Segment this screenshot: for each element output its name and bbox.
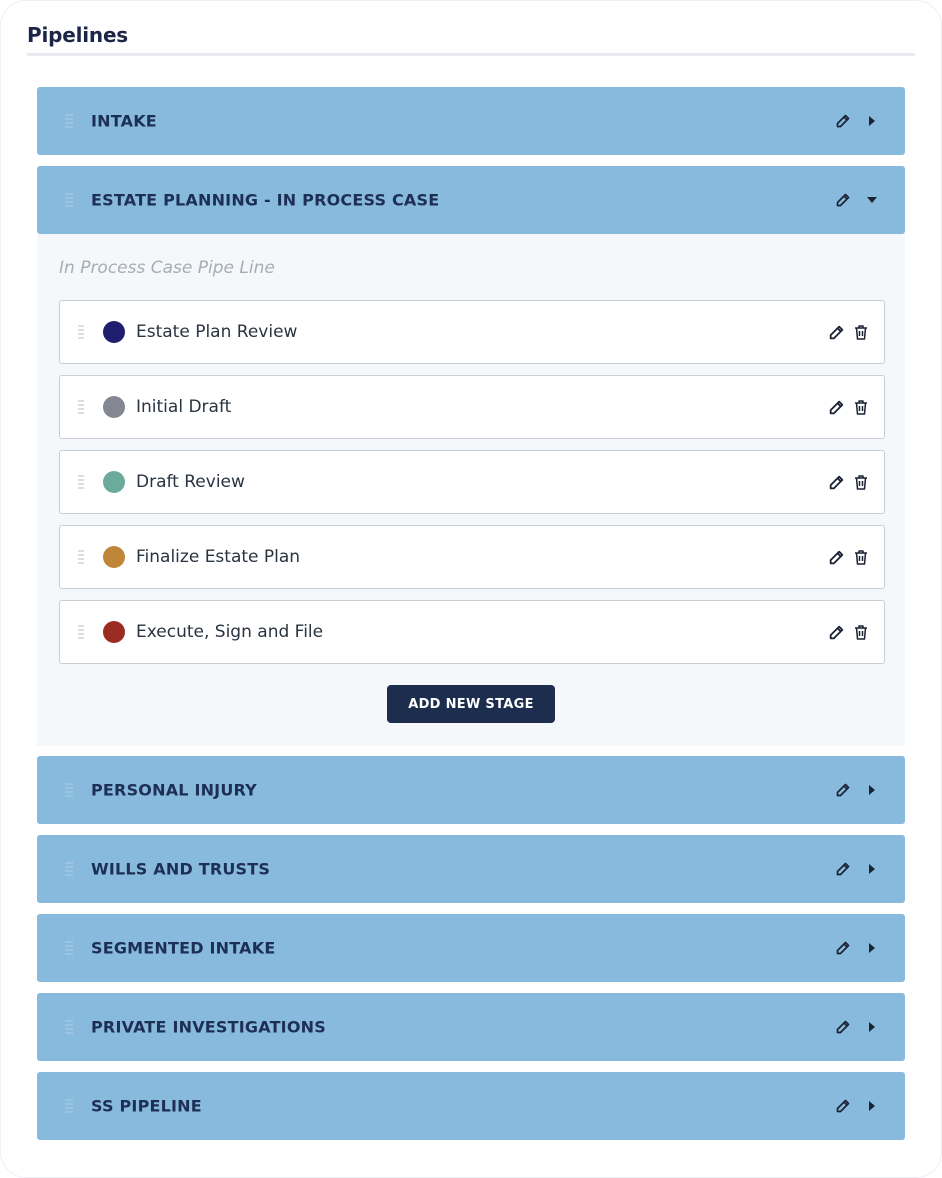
pencil-icon[interactable] [833, 780, 853, 800]
caret-right-icon[interactable] [865, 1099, 879, 1113]
caret-right-icon[interactable] [865, 783, 879, 797]
stage-label: Estate Plan Review [136, 322, 298, 342]
pipeline-label: SS PIPELINE [91, 1096, 202, 1116]
stage-color-dot [103, 321, 125, 343]
stage-label: Initial Draft [136, 397, 232, 417]
drag-handle-icon[interactable] [78, 475, 84, 489]
pipeline-header-segmented-intake[interactable] [37, 914, 905, 982]
page-title: Pipelines [27, 23, 129, 47]
drag-handle-icon[interactable] [78, 550, 84, 564]
stage-row[interactable] [59, 375, 885, 439]
stage-row[interactable] [59, 300, 885, 364]
drag-handle-icon[interactable] [65, 783, 73, 797]
trash-icon[interactable] [851, 622, 871, 642]
drag-handle-icon[interactable] [65, 1020, 73, 1034]
pencil-icon[interactable] [833, 938, 853, 958]
pipeline-label: INTAKE [91, 111, 157, 131]
drag-handle-icon[interactable] [65, 114, 73, 128]
add-new-stage-button[interactable]: ADD NEW STAGE [387, 685, 555, 723]
drag-handle-icon[interactable] [65, 1099, 73, 1113]
pencil-icon[interactable] [826, 622, 846, 642]
stage-color-dot [103, 396, 125, 418]
pipeline-label: PRIVATE INVESTIGATIONS [91, 1017, 326, 1037]
drag-handle-icon[interactable] [78, 400, 84, 414]
pencil-icon[interactable] [833, 190, 853, 210]
pencil-icon[interactable] [826, 547, 846, 567]
drag-handle-icon[interactable] [78, 325, 84, 339]
pipeline-label: WILLS AND TRUSTS [91, 859, 271, 879]
pencil-icon[interactable] [833, 1096, 853, 1116]
stage-row[interactable] [59, 525, 885, 589]
pencil-icon[interactable] [833, 111, 853, 131]
pencil-icon[interactable] [826, 397, 846, 417]
drag-handle-icon[interactable] [78, 625, 84, 639]
pencil-icon[interactable] [833, 1017, 853, 1037]
pipeline-header-wills-and-trusts[interactable] [37, 835, 905, 903]
trash-icon[interactable] [851, 397, 871, 417]
pipeline-header-ss-pipeline[interactable] [37, 1072, 905, 1140]
pipeline-header-personal-injury[interactable] [37, 756, 905, 824]
pipeline-description: In Process Case Pipe Line [59, 258, 275, 278]
drag-handle-icon[interactable] [65, 862, 73, 876]
title-divider [27, 53, 915, 56]
pipeline-label: PERSONAL INJURY [91, 780, 257, 800]
trash-icon[interactable] [851, 322, 871, 342]
caret-right-icon[interactable] [865, 1020, 879, 1034]
stage-label: Finalize Estate Plan [136, 547, 301, 567]
pipeline-header-private-investigations[interactable] [37, 993, 905, 1061]
stage-label: Execute, Sign and File [136, 622, 324, 642]
caret-right-icon[interactable] [865, 862, 879, 876]
pipeline-header-estate-planning[interactable] [37, 166, 905, 234]
pipeline-header-intake[interactable] [37, 87, 905, 155]
stage-row[interactable] [59, 600, 885, 664]
stage-row[interactable] [59, 450, 885, 514]
drag-handle-icon[interactable] [65, 193, 73, 207]
stage-color-dot [103, 471, 125, 493]
stage-color-dot [103, 546, 125, 568]
drag-handle-icon[interactable] [65, 941, 73, 955]
pencil-icon[interactable] [826, 472, 846, 492]
stage-label: Draft Review [136, 472, 245, 492]
caret-down-icon[interactable] [865, 193, 879, 207]
caret-right-icon[interactable] [865, 941, 879, 955]
pipeline-label: ESTATE PLANNING - IN PROCESS CASE [91, 190, 440, 210]
pipeline-label: SEGMENTED INTAKE [91, 938, 276, 958]
pencil-icon[interactable] [826, 322, 846, 342]
caret-right-icon[interactable] [865, 114, 879, 128]
pencil-icon[interactable] [833, 859, 853, 879]
pipeline-stages-panel [37, 234, 905, 746]
trash-icon[interactable] [851, 472, 871, 492]
trash-icon[interactable] [851, 547, 871, 567]
stage-color-dot [103, 621, 125, 643]
